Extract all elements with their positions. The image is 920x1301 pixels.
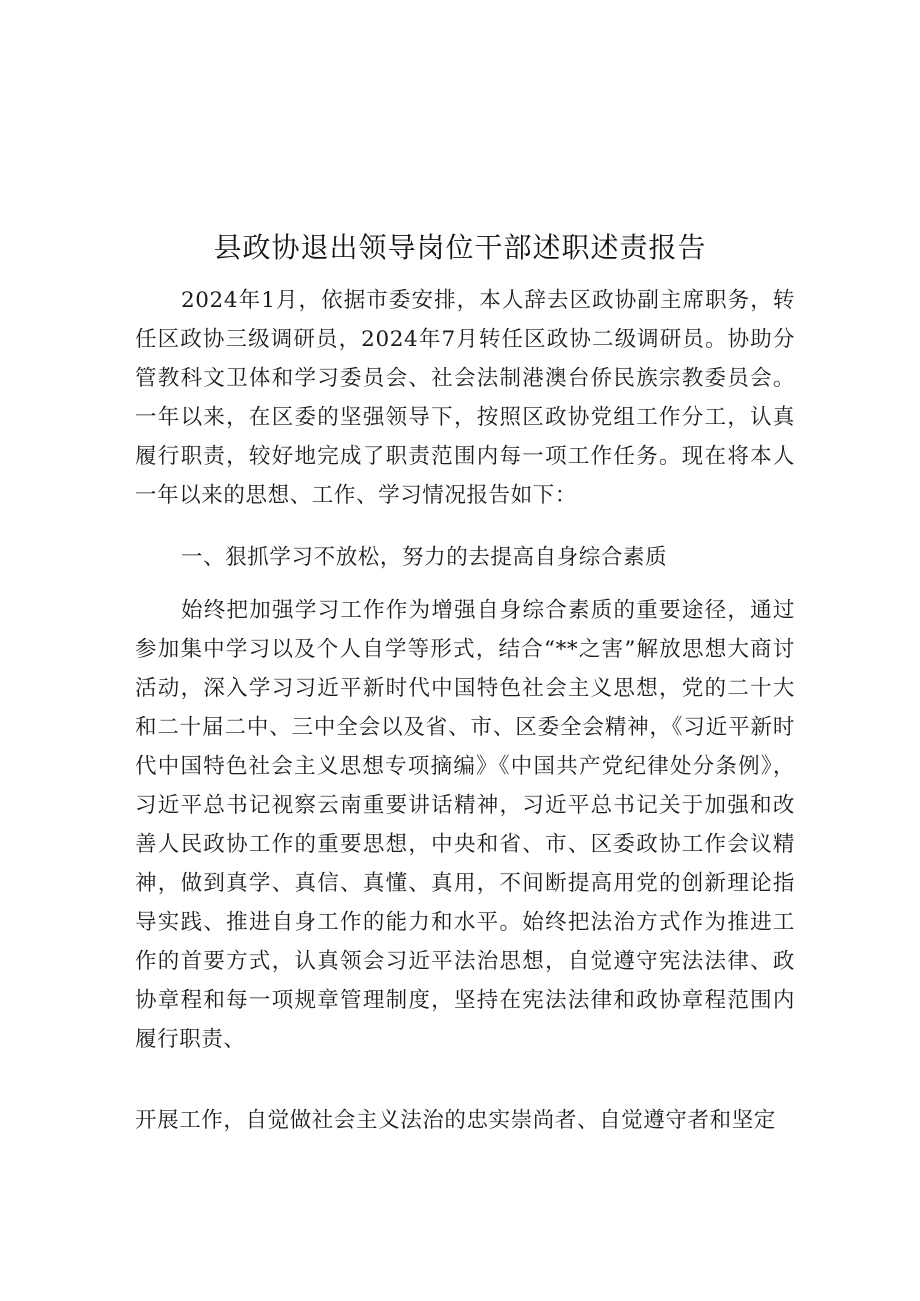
section-1-paragraph: 始终把加强学习工作作为增强自身综合素质的重要途径，通过参加集中学习以及个人自学等形式，结合“**之害”解放思想大商讨活动，深入学习习近平新时代中国特色社会主义思想，党的二十大和二十届二中、三中全会以及省、市、区委全会精神，《习近平新时代中国特色社会主义思想专项摘编》《中国共产党纪律处分条例》，习近平总书记视察云南重要讲话精神，习近平总书记关于加强和改善人民政协工作的重要思想，中央和省、市、区委政协工作会议精神，做到真学、真信、真懂、真用，不间断提高用党的创新理论指导实践、推进自身工作的能力和水平。始终把法治方式作为推进工作的首要方式，认真领会习近平法治思想，自觉遵守宪法法律、政协章程和每一项规章管理制度，坚持在宪法法律和政协章程范围内履行职责、 <box>135 598 795 1052</box>
intro-paragraph: 2024年1月，依据市委安排，本人辞去区政协副主席职务，转任区政协三级调研员，2024年7月转任区政协二级调研员。协助分管教科文卫体和学习委员会、社会法制港澳台侨民族宗教委员会。一年以来，在区委的坚强领导下，按照区政协党组工作分工，认真履行职责，较好地完成了职责范围内每一项工作任务。现在将本人一年以来的思想、工作、学习情况报告如下： <box>135 288 795 508</box>
continuation-paragraph: 开展工作，自觉做社会主义法治的忠实崇尚者、自觉遵守者和坚定 <box>135 1108 776 1133</box>
document-title: 县政协退出领导岗位干部述职述责报告 <box>213 231 707 264</box>
section-heading-1: 一、狠抓学习不放松，努力的去提高自身综合素质 <box>181 545 668 570</box>
